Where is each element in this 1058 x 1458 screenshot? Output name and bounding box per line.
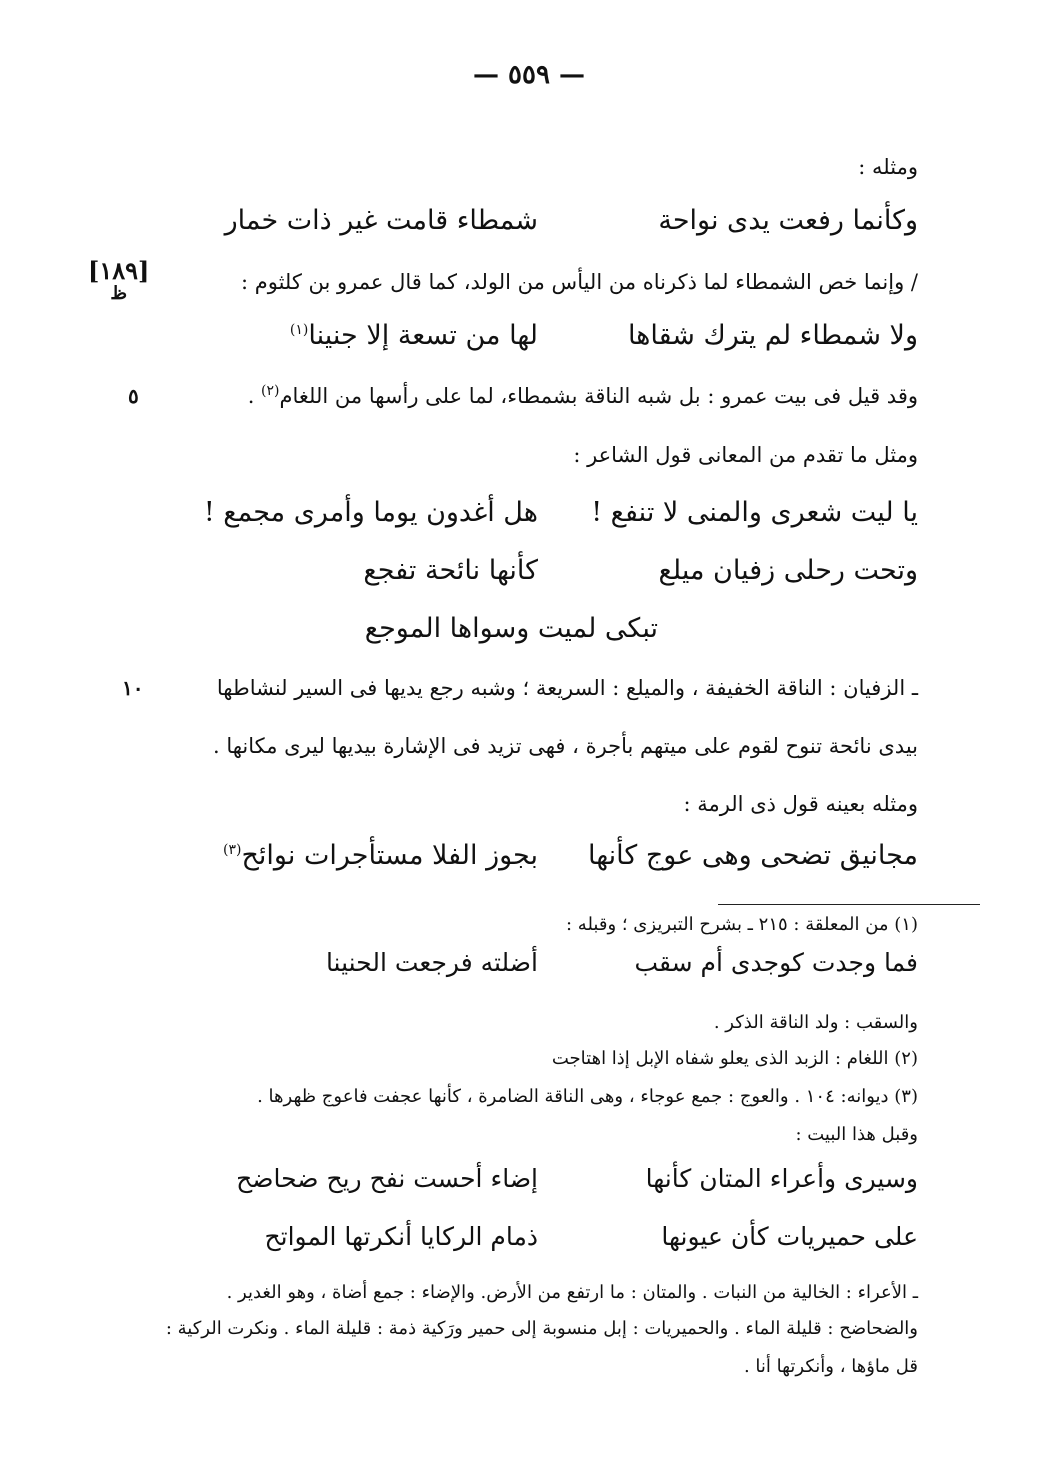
footnote-marker-2: (٢): [261, 383, 280, 399]
verse-6-second-hemistich-text: بجوز الفلا مستأجرات نوائح: [241, 840, 538, 871]
footnote-3: (٣) ديوانه: ١٠٤ . والعوج : جمع عوجاء ، وهى الناقة الضامرة ، كأنها عجفت فاعوج ظهرها .: [257, 1086, 918, 1107]
paragraph-5-line-1: ـ الزفيان : الناقة الخفيفة ، والميلع : السريعة ؛ وشبه رجع يديها فى السير لنشاطها: [216, 676, 918, 700]
paragraph-3-text: وقد قيل فى بيت عمرو : بل شبه الناقة بشمطاء، لما على رأسها من اللغام: [279, 384, 918, 408]
footnote-1-verse-second-hemistich: أضلته فرجعت الحنينا: [325, 948, 538, 977]
footnote-1: (١) من المعلقة : ٢١٥ ـ بشرح التبريزى ؛ وقبله :: [566, 914, 918, 935]
intro-line-1: ومثله :: [858, 155, 918, 179]
folio-reference-number: [١٨٩]: [88, 256, 150, 285]
verse-1-first-hemistich: وكأنما رفعت يدى نواحة: [658, 205, 918, 236]
verse-5: تبكى لميت وسواها الموجع: [364, 613, 658, 644]
line-number-5: ٥: [128, 384, 139, 408]
verse-4-first-hemistich: وتحت رحلى زفيان ميلع: [658, 555, 918, 586]
verse-2-first-hemistich: ولا شمطاء لم يترك شقاها: [627, 320, 918, 351]
folio-reference-side: ظ: [110, 283, 128, 304]
footnote-3-verse-2-second-hemistich: ذمام الركايا أنكرتها المواتح: [264, 1222, 538, 1251]
verse-1-second-hemistich: شمطاء قامت غير ذات خمار: [224, 205, 538, 236]
footnote-separator: [718, 904, 980, 905]
footnote-marker-3: (٣): [223, 842, 242, 858]
footnote-marker-1: (١): [289, 322, 309, 338]
footnote-3-verse-2-first-hemistich: على حميريات كأن عيونها: [661, 1222, 918, 1251]
folio-reference: [88, 256, 149, 303]
footnote-3-gloss-line-2: والضحاضح : قليلة الماء . والحميريات : إبل منسوبة إلى حمير ورَكية ذمة : قليلة الماء . ونكرت الركية :: [165, 1318, 918, 1339]
footnote-3-intro: وقبل هذا البيت :: [795, 1124, 918, 1145]
verse-3-second-hemistich: هل أغدون يوما وأمرى مجمع !: [203, 497, 538, 528]
paragraph-3: [248, 383, 918, 408]
page-number: — ٥٥٩ —: [472, 60, 586, 90]
verse-6-second-hemistich: [223, 840, 538, 871]
paragraph-2: / وإنما خص الشمطاء لما ذكرناه من اليأس من الولد، كما قال عمرو بن كلثوم :: [240, 270, 918, 294]
verse-3-first-hemistich: يا ليت شعرى والمنى لا تنفع !: [591, 497, 918, 528]
footnote-1-gloss: والسقب : ولد الناقة الذكر .: [713, 1012, 918, 1033]
paragraph-5-line-2: بيدى نائحة تنوح لقوم على ميتهم بأجرة ، فهى تزيد فى الإشارة بيديها ليرى مكانها .: [212, 734, 918, 758]
paragraph-4: ومثل ما تقدم من المعانى قول الشاعر :: [573, 443, 918, 467]
paragraph-6: ومثله بعينه قول ذى الرمة :: [683, 792, 918, 816]
footnote-3-verse-1-second-hemistich: إضاء أحست نفح ريح ضحاضح: [236, 1164, 538, 1193]
footnote-1-verse-first-hemistich: فما وجدت كوجدى أم سقب: [634, 948, 918, 977]
footnote-2: (٢) اللغام : الزبد الذى يعلو شفاه الإبل إذا اهتاجت: [551, 1048, 918, 1069]
line-number-10: ١٠: [122, 676, 144, 700]
footnote-3-verse-1-first-hemistich: وسيرى وأعراء المتان كأنها: [645, 1164, 918, 1193]
paragraph-3-end: .: [247, 384, 262, 408]
footnote-3-gloss-line-3: قل ماؤها ، وأنكرتها أنا .: [743, 1356, 918, 1377]
verse-4-second-hemistich: كأنها نائحة تفجع: [363, 555, 538, 586]
verse-2-second-hemistich: [290, 320, 538, 351]
footnote-3-gloss-line-1: ـ الأعراء : الخالية من النبات . والمتان : ما ارتفع من الأرض. والإضاء : جمع أضاة ، وهو الغدير .: [226, 1282, 918, 1303]
verse-2-second-hemistich-text: لها من تسعة إلا جنينا: [308, 320, 538, 351]
verse-6-first-hemistich: مجانيق تضحى وهى عوج كأنها: [587, 840, 918, 871]
